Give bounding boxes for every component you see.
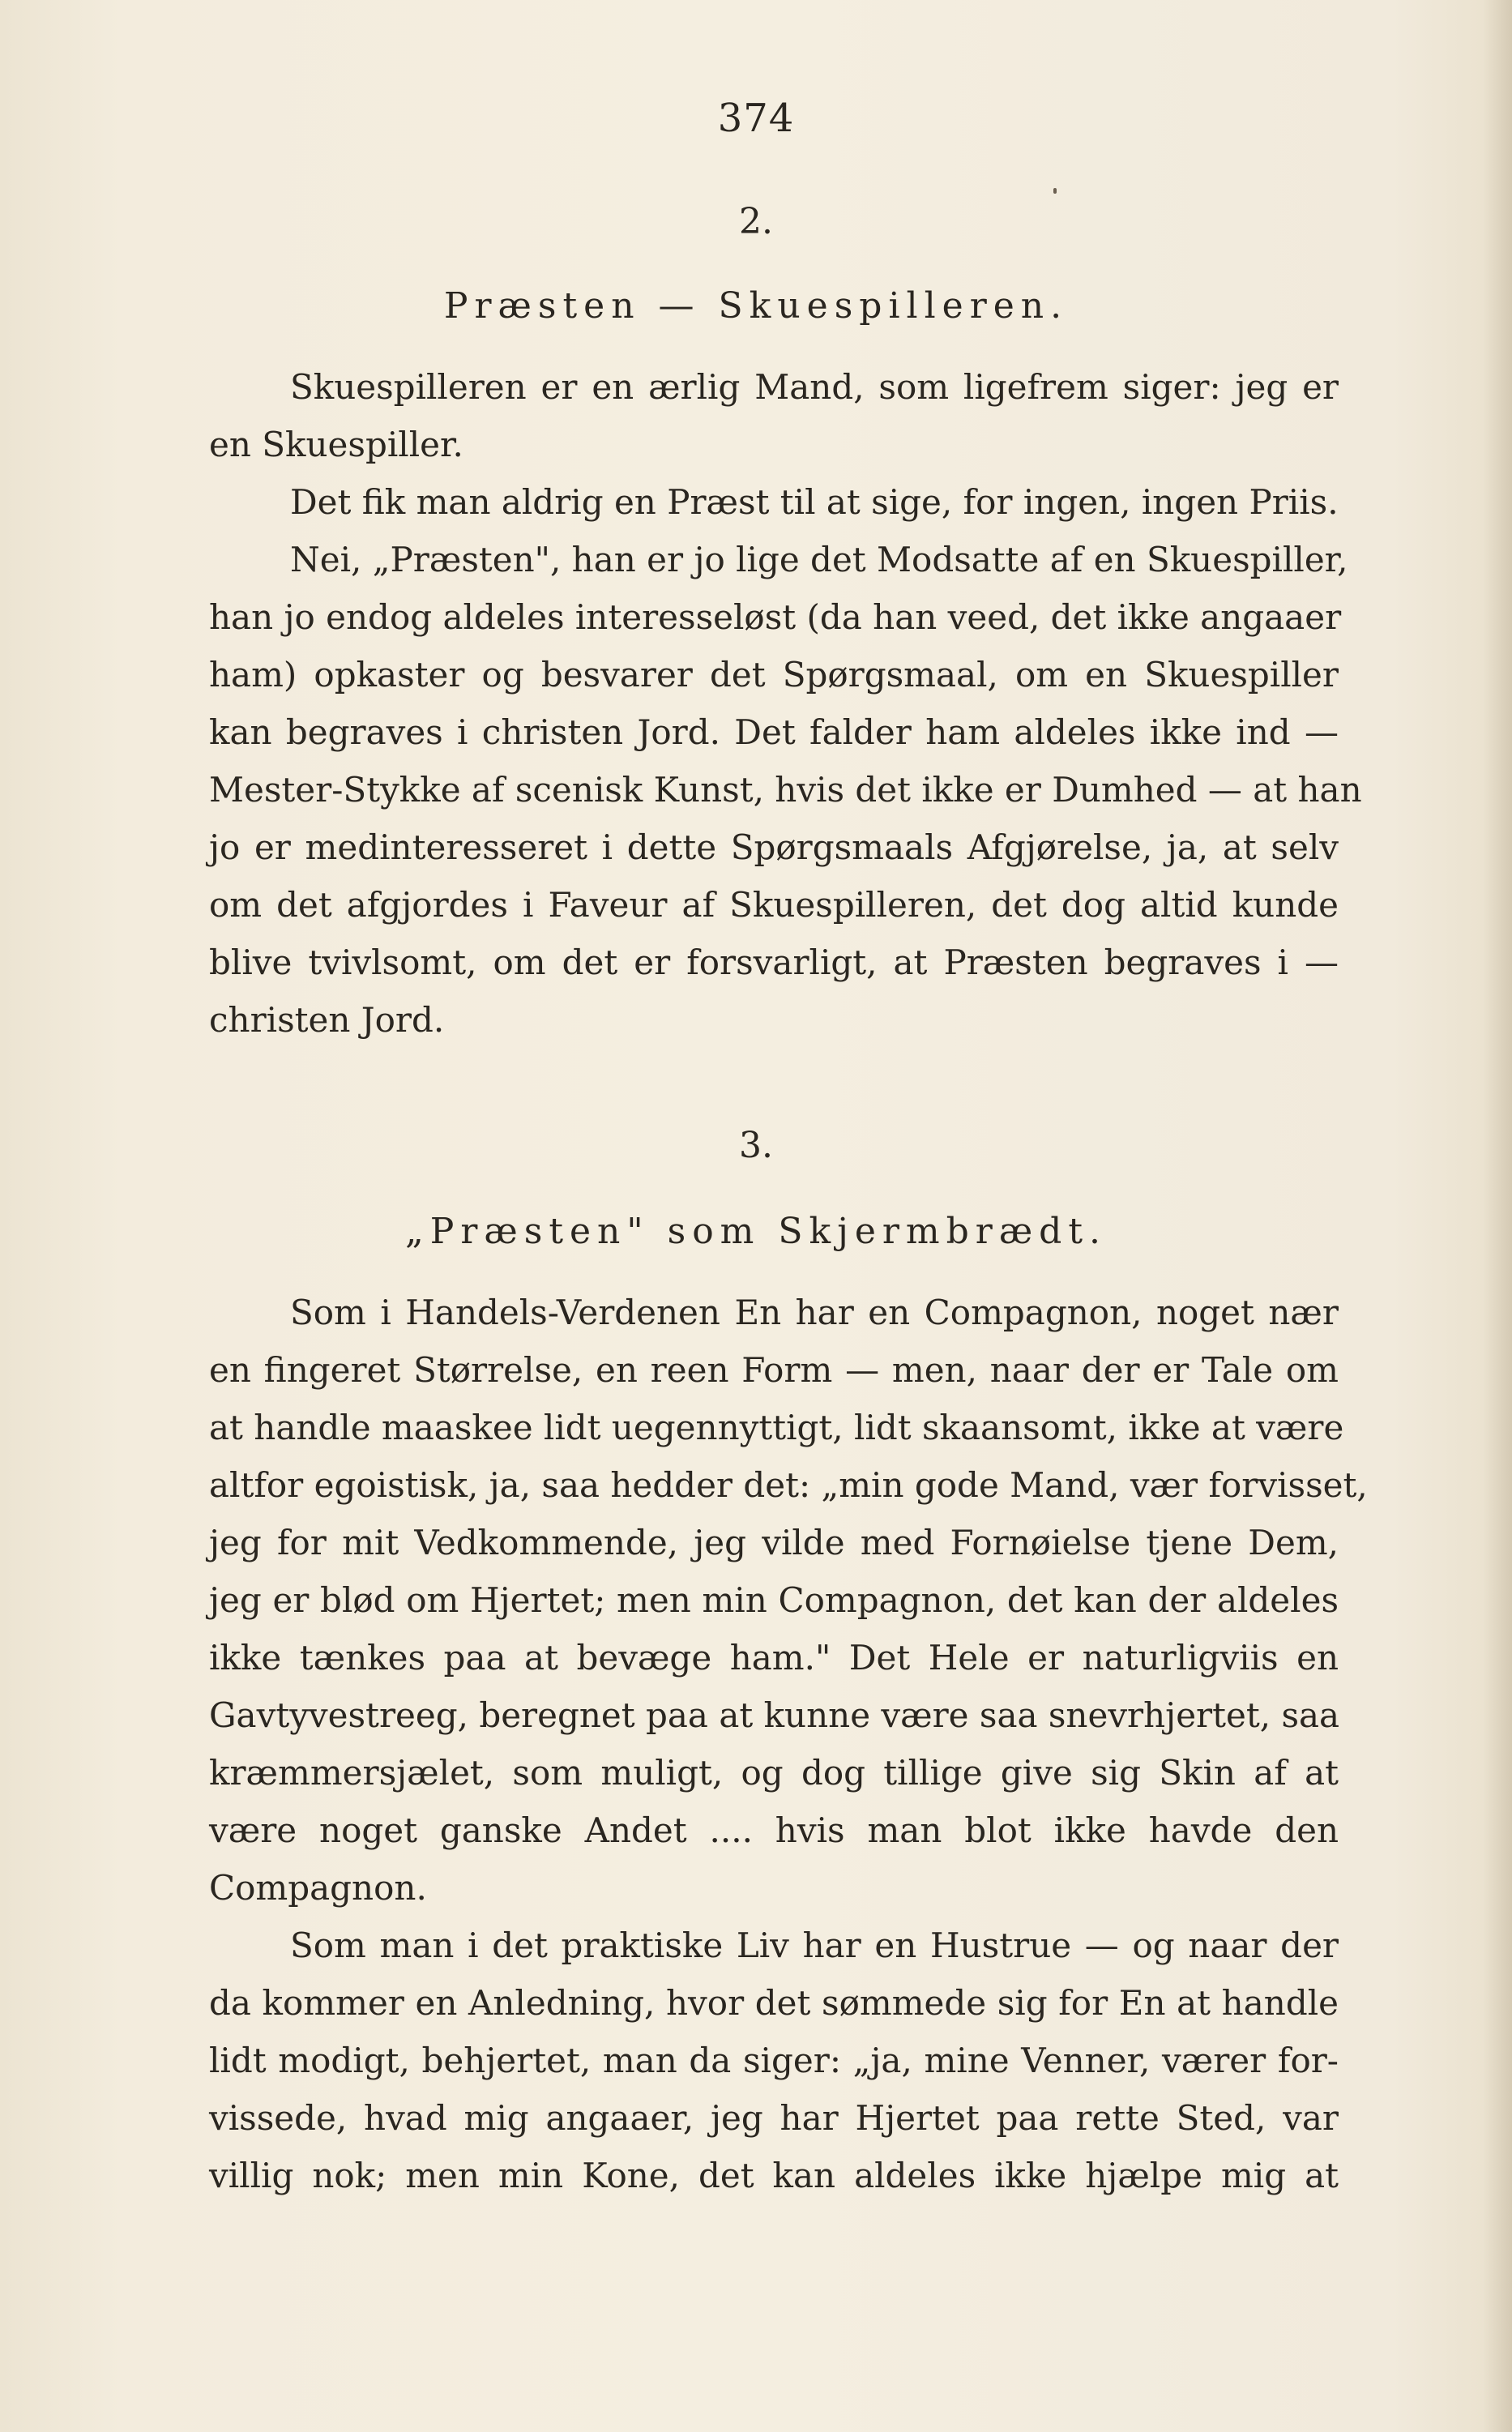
text-line: en Skuespiller. (209, 425, 463, 464)
section-3-title: „Præsten" som Skjermbrædt. (404, 1211, 1108, 1252)
text-line: Mester-Stykke af scenisk Kunst, hvis det ikke er Dumhed — at han (209, 770, 1362, 810)
text-line: ikke tænkes paa at bevæge ham." Det Hele er naturligviis en (209, 1638, 1339, 1678)
section-2-number: 2. (739, 201, 773, 242)
section-2-title: Præsten — Skuespilleren. (443, 285, 1069, 327)
section-2-body (209, 358, 1362, 1049)
text-line: Skuespilleren er en ærlig Mand, som ligefrem siger: jeg er (290, 367, 1339, 407)
text-line: da kommer en Anledning, hvor det sømmede sig for En at handle (209, 1983, 1339, 2023)
text-line: lidt modigt, behjertet, man da siger: „ja, mine Venner, værer for- (209, 2041, 1339, 2080)
text-line: om det afgjordes i Faveur af Skuespilleren, det dog altid kunde (209, 885, 1339, 925)
text-line: være noget ganske Andet .... hvis man blot ikke havde den (209, 1810, 1339, 1850)
text-line: jeg er blød om Hjertet; men min Compagnon, det kan der aldeles (209, 1580, 1339, 1620)
text-line: en fingeret Størrelse, en reen Form — men, naar der er Tale om (209, 1350, 1339, 1390)
text-line: Compagnon. (209, 1868, 427, 1908)
text-line: vissede, hvad mig angaaer, jeg har Hjertet paa rette Sted, var (209, 2098, 1339, 2138)
section-3-number: 3. (739, 1125, 773, 1166)
text-line: kan begraves i christen Jord. Det falder ham aldeles ikke ind — (209, 712, 1339, 752)
text-line: Gavtyvestreeg, beregnet paa at kunne være saa snevrhjertet, saa (209, 1695, 1340, 1735)
text-line: Det fik man aldrig en Præst til at sige, for ingen, ingen Priis. (290, 482, 1339, 522)
text-line: jo er medinteresseret i dette Spørgsmaals Afgjørelse, ja, at selv (209, 827, 1339, 867)
section-3-body (209, 1284, 1368, 2204)
ink-speck (1053, 188, 1057, 194)
text-line: kræmmersjælet, som muligt, og dog tillige give sig Skin af at (209, 1753, 1339, 1793)
page-number: 374 (717, 96, 795, 141)
text-line: Nei, „Præsten", han er jo lige det Modsatte af en Skuespiller, (290, 540, 1348, 579)
text-line: jeg for mit Vedkommende, jeg vilde med Fornøielse tjene Dem, (209, 1523, 1339, 1562)
text-line: christen Jord. (209, 1000, 445, 1040)
text-line: altfor egoistisk, ja, saa hedder det: „min gode Mand, vær forvisset, (209, 1465, 1368, 1505)
text-line: villig nok; men min Kone, det kan aldeles ikke hjælpe mig at (209, 2156, 1339, 2195)
text-line: blive tvivlsomt, om det er forsvarligt, at Præsten begraves i — (209, 942, 1339, 982)
text-line: at handle maaskee lidt uegennyttigt, lidt skaansomt, ikke at være (209, 1408, 1344, 1447)
text-line: han jo endog aldeles interesseløst (da han veed, det ikke angaaer (209, 597, 1342, 637)
text-line: Som i Handels-Verdenen En har en Compagnon, noget nær (290, 1293, 1339, 1332)
text-line: ham) opkaster og besvarer det Spørgsmaal, om en Skuespiller (209, 655, 1339, 695)
text-line: Som man i det praktiske Liv har en Hustrue — og naar der (290, 1926, 1339, 1965)
